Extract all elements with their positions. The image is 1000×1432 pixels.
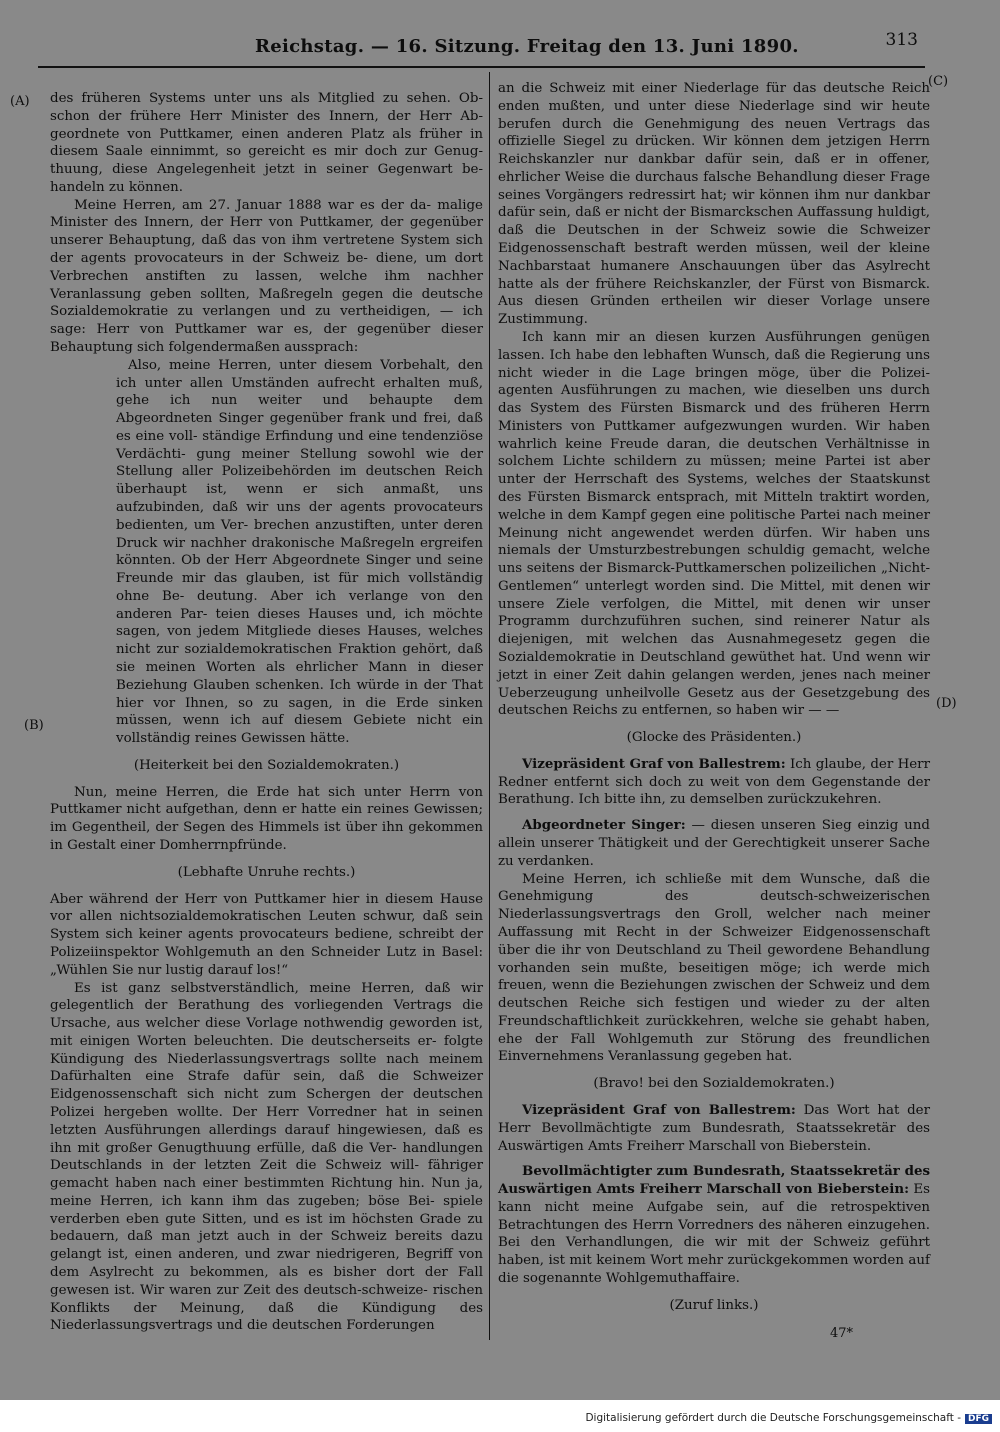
left-column: [50, 90, 483, 1335]
speech-text: Es kann nicht meine Aufgabe sein, auf die retrospektiven Betrachtungen des Herrn Vorredners des näheren einzugehen. Bei den Verhandlungen, die wir mit der Schweiz geführt haben, ist mit keinem Wort mehr zurückgekommen worden auf die sogenannte Wohlgemuthaffaire.: [498, 1182, 930, 1286]
dfg-logo: DFG: [965, 1414, 992, 1424]
paragraph: Meine Herren, ich schließe mit dem Wunsche, daß die Genehmigung des deutsch-schweizerischen Niederlassungsvertrags den Groll, welcher nach meiner Auffassung mit Recht in der Schweizer Eidgenossenschaft über die ihr von Deutschland zu Theil gewordene Behandlung vorhanden sein mußte, beseitigen möge; ich werde mich freuen, wenn die Beziehungen zwischen der Schweiz und dem deutschen Reiche sich festigen und wieder zu der alten Freundschaftlichkeit zurückkehren, welche sie gehabt haben, ehe der Fall Wohlgemuth zur Störung des freundlichen Einvernehmens Veranlassung gegeben hat.: [498, 871, 930, 1065]
paragraph: Meine Herren, am 27. Januar 1888 war es der da- malige Minister des Innern, der Herr von Puttkamer, der gegenüber unserer Behauptung, daß das von ihm vertretene System sich der agents provocateurs in der Schweiz be- diene, um dort Verbrechen anstiften zu lassen, welche ihm nachher Veranlassung geben sollten, Maßregeln gegen die deutsche Sozialdemokratie zu verlangen und zu vertheidigen, — ich sage: Herr von Puttkamer war es, der gegenüber dieser Behauptung sich folgendermaßen aussprach:: [50, 197, 483, 355]
credit-text: Digitalisierung gefördert durch die Deutsche Forschungsgemeinschaft -: [585, 1412, 961, 1424]
paragraph: Aber während der Herr von Puttkamer hier in diesem Hause vor allen nichtsozialdemokratischen Leuten schwur, daß sein System sich keiner agents provocateurs bediene, schreibt der Polizeiinspektor Wohlgemuth an den Schneider Lutz in Basel: „Wühlen Sie nur lustig darauf los!“: [50, 891, 483, 978]
stage-direction: (Glocke des Präsidenten.): [626, 730, 802, 746]
speech: [498, 1163, 930, 1287]
speaker-name: Abgeordneter Singer:: [522, 817, 686, 834]
signature-mark: 47*: [830, 1326, 854, 1341]
footer-credit: [585, 1412, 992, 1424]
margin-mark-c: (C): [928, 74, 949, 89]
paragraph: Es ist ganz selbstverständlich, meine Herren, daß wir gelegentlich der Berathung des vorliegenden Vertrags die Ursache, aus welcher diese Vorlage nothwendig geworden ist, mit einigen Worten beleuchten. Die deutscherseits er- folgte Kündigung des Niederlassungsvertrags sollte nach meinem Dafürhalten eine Strafe dafür sein, daß die Schweizer Eidgenossenschaft sich nicht zum Schergen der deutschen Polizei hergeben wollte. Der Herr Vorredner hat in seinen letzten Ausführungen allerdings darauf hingewiesen, daß es ihn mit großer Genugthuung erfülle, daß die Ver- handlungen Deutschlands in der letzten Zeit die Schweiz will- fähriger gemacht haben nach einer bestimmten Richtung hin. Nun ja, meine Herren, ich kann ihm das zugeben; böse Bei- spiele verderben eben gute Sitten, und es ist im höchsten Grade zu bedauern, daß man jetzt auch in der Schweiz bereits dazu gelangt ist, einen anderen, und zwar niedrigeren, Begriff von dem Asylrecht zu bekommen, als es bisher dort der Fall gewesen ist. Wir waren zur Zeit des deutsch-schweize- rischen Konflikts der Meinung, daß die Kündigung des Niederlassungsvertrags und die deutschen Forderungen: [50, 980, 483, 1334]
speaker-name: Vizepräsident Graf von Ballestrem:: [522, 1101, 796, 1118]
speech: [498, 1102, 930, 1155]
paragraph: Ich kann mir an diesen kurzen Ausführungen genügen lassen. Ich habe den lebhaften Wunsch, daß die Regierung uns nicht wieder in die Lage bringen möge, über die Polizei- agenten Ausführungen zu machen, wie dieselben uns durch das System des Fürsten Bismarck und des früheren Herrn Ministers von Puttkamer aufgezwungen wurden. Wir haben wahrlich keine Freude daran, die deutschen Verhältnisse in solchem Lichte schildern zu müssen; meine Partei ist aber unter der Herrschaft des Systems, welches der Staatskunst des Fürsten Bismarck entsprach, mit Mitteln traktirt worden, welche in dem Kampf gegen eine politische Partei nach meiner Meinung nicht angewendet werden dürfen. Wir haben uns niemals der Umsturzbestrebungen schuldig gemacht, welche uns seitens der Bismarck-Puttkamerschen polizeilichen „Nicht- Gentlemen“ unterlegt worden sind. Die Mittel, mit denen wir unsere Ziele verfolgen, die Mittel, mit denen wir unser Programm durchzuführen suchen, sind reinerer Natur als diejenigen, mit welchen das Ausnahmegesetz gegen die Sozialdemokratie in Deutschland gewüthet hat. Und wenn wir jetzt in einer Zeit dahin gelangen werden, jenes nach meiner Ueberzeugung unheilvolle Gesetz aus der Gesetzgebung des deutschen Reichs zu entfernen, so haben wir — —: [498, 329, 930, 719]
stage-direction: (Bravo! bei den Sozialdemokraten.): [593, 1076, 835, 1092]
running-head: Reichstag. — 16. Sitzung. Freitag den 13. Juni 1890.: [255, 36, 799, 57]
speech-text: Ich glaube, der Herr Redner entfernt sich doch zu weit von dem Gegenstande der Berathung. Ich bitte ihn, zu demselben zurückzukehren.: [498, 756, 930, 808]
stage-direction: (Lebhafte Unruhe rechts.): [177, 864, 356, 880]
speaker-name: Bevollmächtigter zum Bundesrath, Staatssekretär des Auswärtigen Amts Freiherr Marschall von Bieberstein:: [498, 1163, 930, 1198]
speech: [498, 817, 930, 870]
margin-mark-a: (A): [10, 94, 30, 109]
margin-mark-d: (D): [936, 696, 957, 711]
stage-direction: (Heiterkeit bei den Sozialdemokraten.): [133, 757, 400, 773]
paragraph: an die Schweiz mit einer Niederlage für das deutsche Reich enden mußten, und unter diese Niederlage sind wir heute berufen durch die Genehmigung des neuen Vertrags das offizielle Siegel zu drücken. Wir können dem jetzigen Herrn Reichskanzler nur dankbar dafür sein, daß er in offener, ehrlicher Weise die durchaus falsche Behandlung dieser Frage seines Vorgängers redressirt hat; wir können ihm nur dankbar dafür sein, daß er nicht der Bismarckschen Auffassung huldigt, daß die Deutschen in der Schweiz sowie die Schweizer Eidgenossenschaft bestraft werden müssen, weil der kleine Nachbarstaat humanere Anschauungen über das Asylrecht hatte als der frühere Reichskanzler, der Fürst von Bismarck. Aus diesen Gründen ertheilen wir dieser Vorlage unsere Zustimmung.: [498, 81, 930, 328]
header-rule: [38, 66, 925, 68]
block-quote: Also, meine Herren, unter diesem Vorbehalt, den ich unter allen Umständen aufrecht erhalten muß, gehe ich nun weiter und behaupte dem Abgeordneten Singer gegenüber frank und frei, daß es eine voll- ständige Erfindung und eine tendenziöse Verdächti- gung meiner Stellung sowohl wie der Stellung aller Polizeibehörden im deutschen Reich überhaupt ist, wenn er sich anmaßt, uns aufzubinden, daß wir uns der agents provocateurs bedienten, um Ver- brechen anzustiften, unter deren Druck wir nachher drakonische Maßregeln ergreifen könnten. Ob der Herr Abgeordnete Singer und seine Freunde mir das glauben, ist für mich vollständig ohne Be- deutung. Aber ich verlange von den anderen Par- teien dieses Hauses und, ich möchte sagen, von jedem Mitgliede dieses Hauses, welches nicht zur sozialdemokratischen Fraktion gehört, daß sie meinen Worten als ehrlicher Mann in dieser Beziehung Glauben schenken. Ich würde in der That hier vor Ihnen, so zu sagen, in die Erde sinken müssen, wenn ich auf diesem Gebiete nicht ein vollständig reines Gewissen hätte.: [116, 357, 483, 747]
paragraph: des früheren Systems unter uns als Mitglied zu sehen. Ob- schon der frühere Herr Minister des Innern, der Herr Ab- geordnete von Puttkamer, einen anderen Platz als früher in diesem Saale einnimmt, so gereicht es mir doch zur Genug- thuung, diese Angelegenheit jetzt in seiner Gegenwart be- handeln zu können.: [50, 91, 483, 195]
speaker-name: Vizepräsident Graf von Ballestrem:: [522, 755, 786, 772]
speech: [498, 756, 930, 809]
page-number: 313: [885, 30, 918, 50]
margin-mark-b: (B): [24, 718, 44, 733]
speech-text: — diesen unseren Sieg einzig und allein unserer Thätigkeit und der Gerechtigkeit unserer Sache zu verdanken.: [498, 818, 930, 869]
stage-direction: (Zuruf links.): [669, 1297, 759, 1313]
column-divider: [489, 72, 490, 1340]
paragraph: Nun, meine Herren, die Erde hat sich unter Herrn von Puttkamer nicht aufgethan, denn er hatte ein reines Gewissen; im Gegentheil, der Segen des Himmels ist über ihn gekommen in Gestalt einer Domherrnpfründe.: [50, 784, 483, 854]
right-column: [498, 80, 930, 1324]
speech-text: Das Wort hat der Herr Bevollmächtigte zum Bundesrath, Staatssekretär des Auswärtigen Amts Freiherr Marschall von Bieberstein.: [498, 1102, 930, 1154]
